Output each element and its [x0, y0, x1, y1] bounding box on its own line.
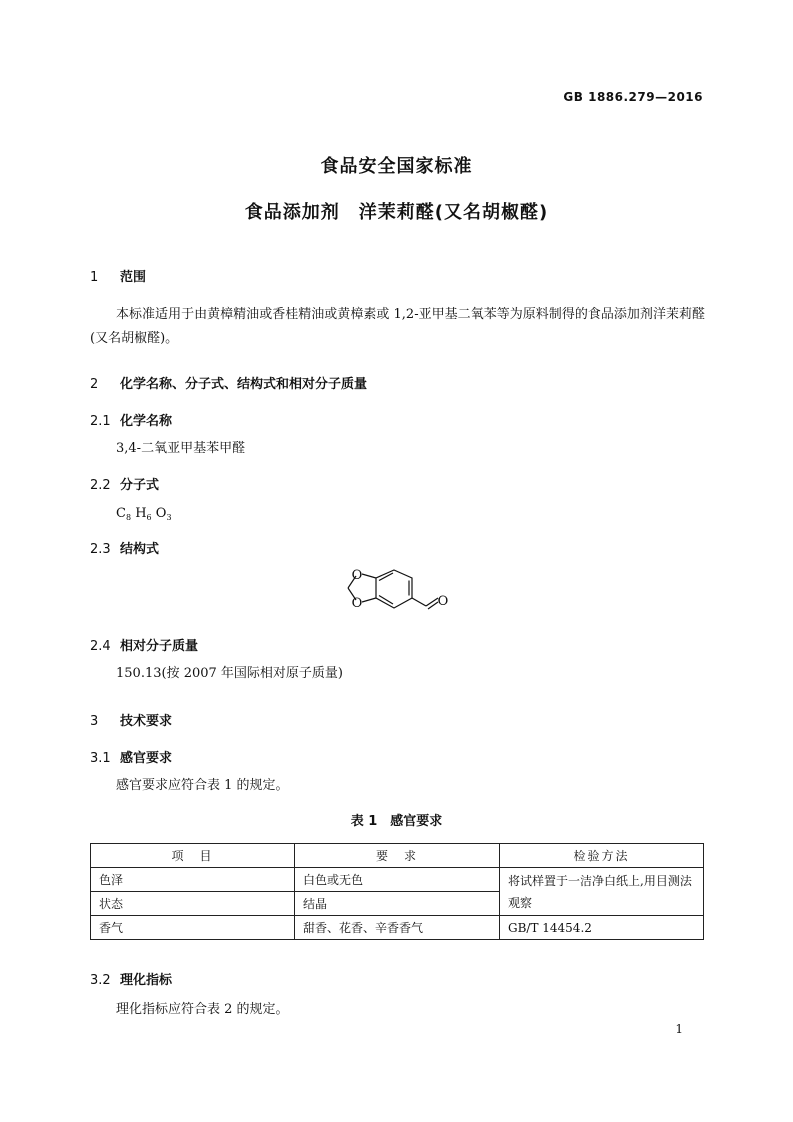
table-1-caption: 表 1 感官要求 [350, 814, 443, 829]
table-cell: GB/T 14454.2 [500, 916, 704, 940]
section-title: 理化指标 [120, 973, 173, 988]
section-title: 化学名称 [120, 414, 173, 429]
document-subtitle: 食品添加剂 洋茉莉醛(又名胡椒醛) [244, 202, 549, 223]
section-3-1-body: 感官要求应符合表 1 的规定。 [116, 778, 289, 793]
section-number: 2.1 [90, 414, 111, 429]
header-requirement: 要 求 [295, 844, 500, 868]
table-header-row [91, 844, 704, 868]
section-number: 2.3 [90, 542, 111, 557]
section-3-heading [90, 710, 172, 729]
sensory-requirements-table [90, 843, 704, 940]
section-2-heading [90, 373, 367, 392]
section-2-4-heading [90, 635, 198, 654]
table-cell: 状态 [91, 892, 295, 916]
section-3-2-heading [90, 969, 172, 988]
table-row [91, 916, 704, 940]
oxygen-bottom-label: O [351, 596, 363, 611]
section-number: 3.1 [90, 751, 111, 766]
table-cell: 甜香、花香、辛香香气 [295, 916, 500, 940]
chemical-name: 3,4-二氧亚甲基苯甲醛 [116, 441, 246, 456]
header-method: 检验方法 [500, 844, 704, 868]
table-row [91, 868, 704, 892]
section-2-3-heading [90, 538, 159, 557]
section-3-1-heading [90, 747, 172, 766]
section-number: 2.2 [90, 478, 111, 493]
section-title: 技术要求 [120, 714, 173, 729]
section-number: 1 [90, 270, 99, 285]
section-2-2-heading [90, 474, 159, 493]
section-number: 2 [90, 377, 99, 392]
section-title: 感官要求 [120, 751, 173, 766]
document-title: 食品安全国家标准 [320, 156, 473, 177]
section-1-body: 本标准适用于由黄樟精油或香桂精油或黄樟素或 1,2-亚甲基二氧苯等为原料制得的食品添加剂洋茉莉醛(又名胡椒醛)。 [90, 307, 705, 346]
section-title: 范围 [120, 270, 147, 285]
section-3-2-body: 理化指标应符合表 2 的规定。 [116, 1002, 289, 1017]
table-cell: 结晶 [295, 892, 500, 916]
section-number: 2.4 [90, 639, 111, 654]
table-cell-merged-method: 将试样置于一洁净白纸上,用目测法观察 [500, 868, 704, 916]
page-number: 1 [675, 1022, 683, 1036]
oxygen-top-label: O [351, 568, 363, 583]
table-cell: 色泽 [91, 868, 295, 892]
table-cell: 白色或无色 [295, 868, 500, 892]
molecular-mass: 150.13(按 2007 年国际相对原子质量) [116, 666, 343, 681]
section-title: 相对分子质量 [120, 639, 199, 654]
structural-formula [330, 562, 460, 618]
section-title: 化学名称、分子式、结构式和相对分子质量 [120, 377, 368, 392]
section-number: 3.2 [90, 973, 111, 988]
section-title: 分子式 [120, 478, 160, 493]
header-item: 项 目 [91, 844, 295, 868]
oxygen-aldehyde-label: O [437, 594, 449, 609]
standard-number: GB 1886.279—2016 [563, 90, 703, 104]
section-number: 3 [90, 714, 99, 729]
section-title: 结构式 [120, 542, 160, 557]
section-2-1-heading [90, 410, 172, 429]
section-1-heading [90, 266, 146, 285]
table-cell: 香气 [91, 916, 295, 940]
molecular-formula: $C_8$ $H_6$ $O_3$ [116, 506, 172, 522]
